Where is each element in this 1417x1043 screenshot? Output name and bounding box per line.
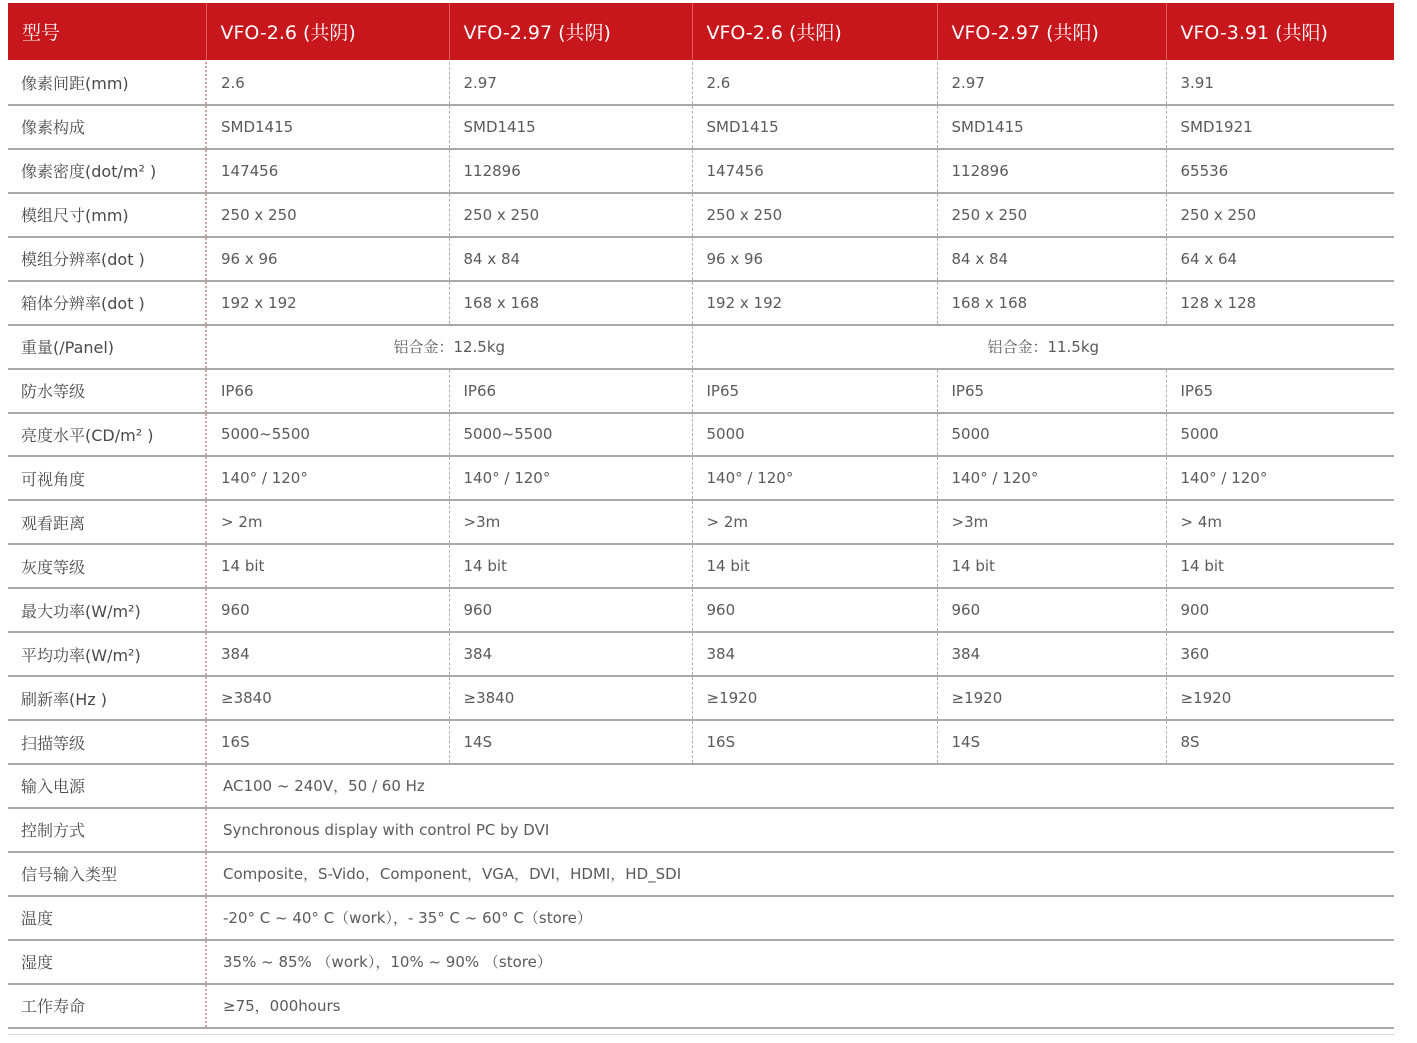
- spec-cell: 140° / 120°: [692, 456, 937, 500]
- spec-cell: SMD1415: [206, 105, 449, 149]
- table-row: [8, 456, 1394, 500]
- bottom-divider: [8, 1034, 1394, 1035]
- spec-cell: 140° / 120°: [1166, 456, 1394, 500]
- table-row: [8, 764, 1394, 808]
- spec-cell-merged: 铝合金：12.5kg: [206, 325, 692, 369]
- header-cell: VFO-2.6 (共阳): [692, 3, 937, 61]
- spec-cell: 384: [206, 632, 449, 676]
- table-row: [8, 940, 1394, 984]
- spec-cell: 250 x 250: [1166, 193, 1394, 237]
- spec-cell: 960: [692, 588, 937, 632]
- spec-cell: 960: [449, 588, 692, 632]
- spec-cell: > 2m: [692, 500, 937, 544]
- spec-sheet: [8, 3, 1394, 1029]
- spec-cell: 14S: [449, 720, 692, 764]
- row-label: 扫描等级: [8, 720, 206, 764]
- row-label: 像素间距(mm): [8, 61, 206, 105]
- spec-cell: 3.91: [1166, 61, 1394, 105]
- spec-cell: > 2m: [206, 500, 449, 544]
- spec-cell: 2.97: [937, 61, 1166, 105]
- row-label: 防水等级: [8, 369, 206, 413]
- spec-cell: 140° / 120°: [937, 456, 1166, 500]
- spec-cell: 250 x 250: [449, 193, 692, 237]
- header-cell: VFO-2.97 (共阴): [449, 3, 692, 61]
- table-row: [8, 632, 1394, 676]
- table-row: [8, 369, 1394, 413]
- row-label: 最大功率(W/m²): [8, 588, 206, 632]
- spec-cell: 65536: [1166, 149, 1394, 193]
- spec-cell: SMD1415: [937, 105, 1166, 149]
- table-row: [8, 720, 1394, 764]
- table-row: [8, 105, 1394, 149]
- spec-cell: IP65: [692, 369, 937, 413]
- table-row: [8, 852, 1394, 896]
- spec-cell-wide: ≥75，000hours: [206, 984, 1394, 1028]
- spec-cell: 112896: [449, 149, 692, 193]
- row-label: 模组尺寸(mm): [8, 193, 206, 237]
- spec-cell: 2.6: [206, 61, 449, 105]
- table-row: [8, 808, 1394, 852]
- spec-cell: ≥1920: [1166, 676, 1394, 720]
- spec-cell: 16S: [206, 720, 449, 764]
- table-row: [8, 281, 1394, 325]
- spec-cell: 84 x 84: [937, 237, 1166, 281]
- spec-cell: 168 x 168: [937, 281, 1166, 325]
- spec-cell: 14 bit: [206, 544, 449, 588]
- spec-cell: 5000~5500: [449, 413, 692, 457]
- table-row: [8, 676, 1394, 720]
- spec-cell: IP65: [1166, 369, 1394, 413]
- spec-cell: 384: [449, 632, 692, 676]
- table-row: [8, 984, 1394, 1028]
- row-label: 信号输入类型: [8, 852, 206, 896]
- spec-table: [8, 3, 1394, 1029]
- spec-cell: 5000: [937, 413, 1166, 457]
- spec-cell: 250 x 250: [937, 193, 1166, 237]
- spec-cell: 5000: [692, 413, 937, 457]
- spec-cell: 5000~5500: [206, 413, 449, 457]
- spec-cell: 14 bit: [937, 544, 1166, 588]
- spec-cell: 250 x 250: [692, 193, 937, 237]
- spec-cell: SMD1921: [1166, 105, 1394, 149]
- row-label: 温度: [8, 896, 206, 940]
- spec-cell: 5000: [1166, 413, 1394, 457]
- spec-cell: SMD1415: [449, 105, 692, 149]
- spec-cell: 14 bit: [1166, 544, 1394, 588]
- spec-cell: 147456: [692, 149, 937, 193]
- spec-cell: IP66: [449, 369, 692, 413]
- spec-cell: 96 x 96: [692, 237, 937, 281]
- spec-cell: 2.97: [449, 61, 692, 105]
- spec-cell: 384: [937, 632, 1166, 676]
- spec-cell-wide: 35% ~ 85% （work），10% ~ 90% （store）: [206, 940, 1394, 984]
- spec-cell: 16S: [692, 720, 937, 764]
- row-label: 平均功率(W/m²): [8, 632, 206, 676]
- row-label: 像素构成: [8, 105, 206, 149]
- spec-cell: 128 x 128: [1166, 281, 1394, 325]
- spec-cell: 140° / 120°: [206, 456, 449, 500]
- spec-cell: > 4m: [1166, 500, 1394, 544]
- table-row: [8, 193, 1394, 237]
- spec-cell: ≥3840: [206, 676, 449, 720]
- spec-cell: 64 x 64: [1166, 237, 1394, 281]
- spec-cell: ≥1920: [937, 676, 1166, 720]
- spec-cell: 140° / 120°: [449, 456, 692, 500]
- spec-cell: 8S: [1166, 720, 1394, 764]
- spec-cell: 168 x 168: [449, 281, 692, 325]
- row-label: 箱体分辨率(dot ): [8, 281, 206, 325]
- spec-cell: >3m: [449, 500, 692, 544]
- spec-cell: 14 bit: [449, 544, 692, 588]
- spec-cell: 14 bit: [692, 544, 937, 588]
- spec-cell: 384: [692, 632, 937, 676]
- spec-cell: 250 x 250: [206, 193, 449, 237]
- spec-cell: IP66: [206, 369, 449, 413]
- table-row: [8, 413, 1394, 457]
- spec-cell-wide: Synchronous display with control PC by DVI: [206, 808, 1394, 852]
- table-row: [8, 896, 1394, 940]
- spec-cell: 14S: [937, 720, 1166, 764]
- row-label: 亮度水平(CD/m² ): [8, 413, 206, 457]
- spec-cell: 900: [1166, 588, 1394, 632]
- table-row: [8, 325, 1394, 369]
- spec-cell-wide: -20° C ~ 40° C（work），- 35° C ~ 60° C（store）: [206, 896, 1394, 940]
- table-row: [8, 500, 1394, 544]
- row-label: 观看距离: [8, 500, 206, 544]
- spec-cell: ≥1920: [692, 676, 937, 720]
- spec-cell: 192 x 192: [206, 281, 449, 325]
- spec-cell: 192 x 192: [692, 281, 937, 325]
- spec-cell: 147456: [206, 149, 449, 193]
- row-label: 工作寿命: [8, 984, 206, 1028]
- spec-cell-merged: 铝合金：11.5kg: [692, 325, 1394, 369]
- table-row: [8, 237, 1394, 281]
- spec-cell-wide: AC100 ~ 240V，50 / 60 Hz: [206, 764, 1394, 808]
- spec-cell: 960: [206, 588, 449, 632]
- header-cell-model: 型号: [8, 3, 206, 61]
- row-label: 重量(/Panel): [8, 325, 206, 369]
- row-label: 模组分辨率(dot ): [8, 237, 206, 281]
- header-cell: VFO-3.91 (共阳): [1166, 3, 1394, 61]
- row-label: 像素密度(dot/m² ): [8, 149, 206, 193]
- spec-cell: 112896: [937, 149, 1166, 193]
- spec-cell: 84 x 84: [449, 237, 692, 281]
- spec-cell: IP65: [937, 369, 1166, 413]
- header-cell: VFO-2.97 (共阳): [937, 3, 1166, 61]
- row-label: 灰度等级: [8, 544, 206, 588]
- spec-cell: SMD1415: [692, 105, 937, 149]
- table-row: [8, 61, 1394, 105]
- header-cell: VFO-2.6 (共阴): [206, 3, 449, 61]
- table-row: [8, 149, 1394, 193]
- spec-cell: >3m: [937, 500, 1166, 544]
- row-label: 可视角度: [8, 456, 206, 500]
- spec-cell-wide: Composite，S-Vido，Component，VGA，DVI，HDMI，HD_SDI: [206, 852, 1394, 896]
- spec-cell: 960: [937, 588, 1166, 632]
- row-label: 刷新率(Hz ): [8, 676, 206, 720]
- table-row: [8, 588, 1394, 632]
- spec-cell: ≥3840: [449, 676, 692, 720]
- row-label: 输入电源: [8, 764, 206, 808]
- spec-cell: 360: [1166, 632, 1394, 676]
- spec-cell: 2.6: [692, 61, 937, 105]
- spec-cell: 96 x 96: [206, 237, 449, 281]
- row-label: 控制方式: [8, 808, 206, 852]
- header-row: [8, 3, 1394, 61]
- table-row: [8, 544, 1394, 588]
- row-label: 湿度: [8, 940, 206, 984]
